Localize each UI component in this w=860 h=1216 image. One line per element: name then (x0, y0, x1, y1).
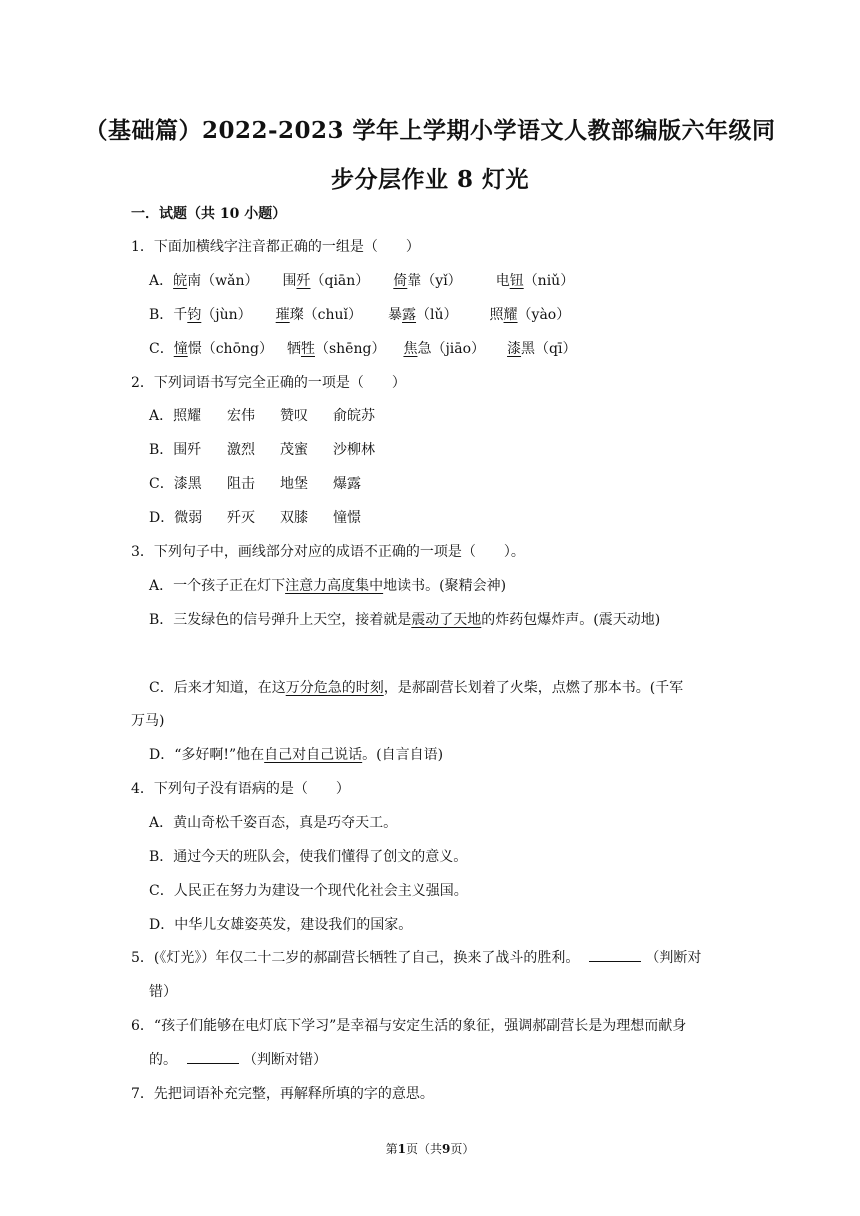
option-text: 牺 (286, 341, 301, 357)
question-3-option-c: C．后来才知道，在这万分危急的时刻，是郝副营长划着了火柴，点燃了那本书。(千军 (149, 680, 684, 696)
underlined-character: 漆 (507, 341, 522, 357)
page-footer: 第1页（共9页） (385, 1142, 475, 1156)
option-text: 靠（yǐ） (407, 273, 462, 289)
option-text: 暴 (388, 307, 403, 323)
question-2-option-a: A．照耀 宏伟 赞叹 俞皖苏 (149, 408, 375, 424)
question-6-continued: 的。 （判断对错） (149, 1049, 327, 1069)
underlined-character: 耀 (503, 307, 518, 323)
option-text: （lǔ） (416, 307, 458, 323)
option-text: 憬（chōng） (187, 341, 273, 357)
option-text: 围 (282, 273, 297, 289)
option-text: 璨（chuǐ） (289, 307, 363, 323)
question-1-stem: 1．下面加横线字注音都正确的一组是（ ） (131, 239, 420, 255)
question-2-stem: 2．下列词语书写完全正确的一项是（ ） (131, 375, 406, 391)
question-1-option-a (149, 270, 574, 290)
question-7-text: 7．先把词语补充完整，再解释所填的字的意思。 (131, 1086, 434, 1102)
question-5-continued: 错） (149, 984, 177, 1000)
question-5-text: 5．(《灯光》）年仅二十二岁的郝副营长牺牲了自己，换来了战斗的胜利。 （判断对 (131, 947, 701, 967)
question-3-option-a: A．一个孩子正在灯下注意力高度集中地读书。(聚精会神) (149, 578, 507, 594)
question-3-option-d: D．“多好啊!”他在自己对自己说话。(自言自语) (149, 747, 444, 763)
underlined-character: 露 (402, 307, 417, 323)
page-total: 9 (442, 1142, 451, 1156)
underlined-character: 倚 (393, 273, 408, 289)
option-text: 黑（qī） (521, 341, 577, 357)
underlined-character: 牲 (300, 341, 315, 357)
page-title-line-1: （基础篇）2022-2023 学年上学期小学语文人教部编版六年级同 (84, 117, 776, 144)
underlined-character: 璀 (275, 307, 290, 323)
option-text: 电 (495, 273, 510, 289)
question-2-option-d: D．微弱 歼灭 双膝 憧憬 (149, 510, 361, 526)
option-text: （yào） (517, 307, 571, 323)
answer-blank[interactable] (589, 947, 641, 962)
underlined-character: 焦 (403, 341, 418, 357)
option-text: （shēng） (314, 341, 386, 357)
underlined-character: 皖 (173, 273, 188, 289)
question-3-option-c-continued: 万马) (131, 713, 165, 729)
question-4-option-b: B．通过今天的班队会，使我们懂得了创文的意义。 (149, 849, 468, 865)
question-1-option-c (149, 338, 577, 358)
option-text: 急（jiāo） (417, 341, 486, 357)
question-4-option-a: A．黄山奇松千姿百态，真是巧夺天工。 (149, 815, 398, 831)
underlined-character: 歼 (296, 273, 311, 289)
option-text: A． (149, 273, 174, 289)
question-3-option-b: B．三发绿色的信号弹升上天空，接着就是震动了天地的炸药包爆炸声。(震天动地) (149, 612, 661, 628)
answer-blank[interactable] (187, 1049, 239, 1064)
question-6-text: 6．“孩子们能够在电灯底下学习”是幸福与安定生活的象征，强调郝副营长是为理想而献身 (131, 1018, 687, 1034)
option-text: （qiān） (310, 273, 370, 289)
question-4-option-d: D．中华儿女雄姿英发，建设我们的国家。 (149, 917, 413, 933)
underlined-character: 钧 (187, 307, 202, 323)
section-heading: 一．试题（共 10 小题） (131, 206, 287, 222)
question-2-option-b: B．围歼 激烈 茂蜜 沙柳林 (149, 442, 375, 458)
option-text: （niǔ） (523, 273, 575, 289)
underlined-character: 钮 (509, 273, 524, 289)
page-title-line-2: 步分层作业 8 灯光 (330, 166, 530, 193)
option-text: 南（wǎn） (187, 273, 259, 289)
option-text: （jùn） (201, 307, 252, 323)
question-3-stem: 3．下列句子中，画线部分对应的成语不正确的一项是（ ）。 (131, 544, 525, 560)
question-1-option-b (149, 304, 570, 324)
option-text: C． (149, 341, 174, 357)
question-4-option-c: C．人民正在努力为建设一个现代化社会主义强国。 (149, 883, 468, 899)
underlined-character: 憧 (173, 341, 188, 357)
question-2-option-c: C．漆黑 阻击 地堡 爆露 (149, 476, 361, 492)
page-number: 1 (397, 1142, 406, 1156)
option-text: B．千 (149, 307, 188, 323)
option-text: 照 (489, 307, 504, 323)
question-4-stem: 4．下列句子没有语病的是（ ） (131, 781, 350, 797)
